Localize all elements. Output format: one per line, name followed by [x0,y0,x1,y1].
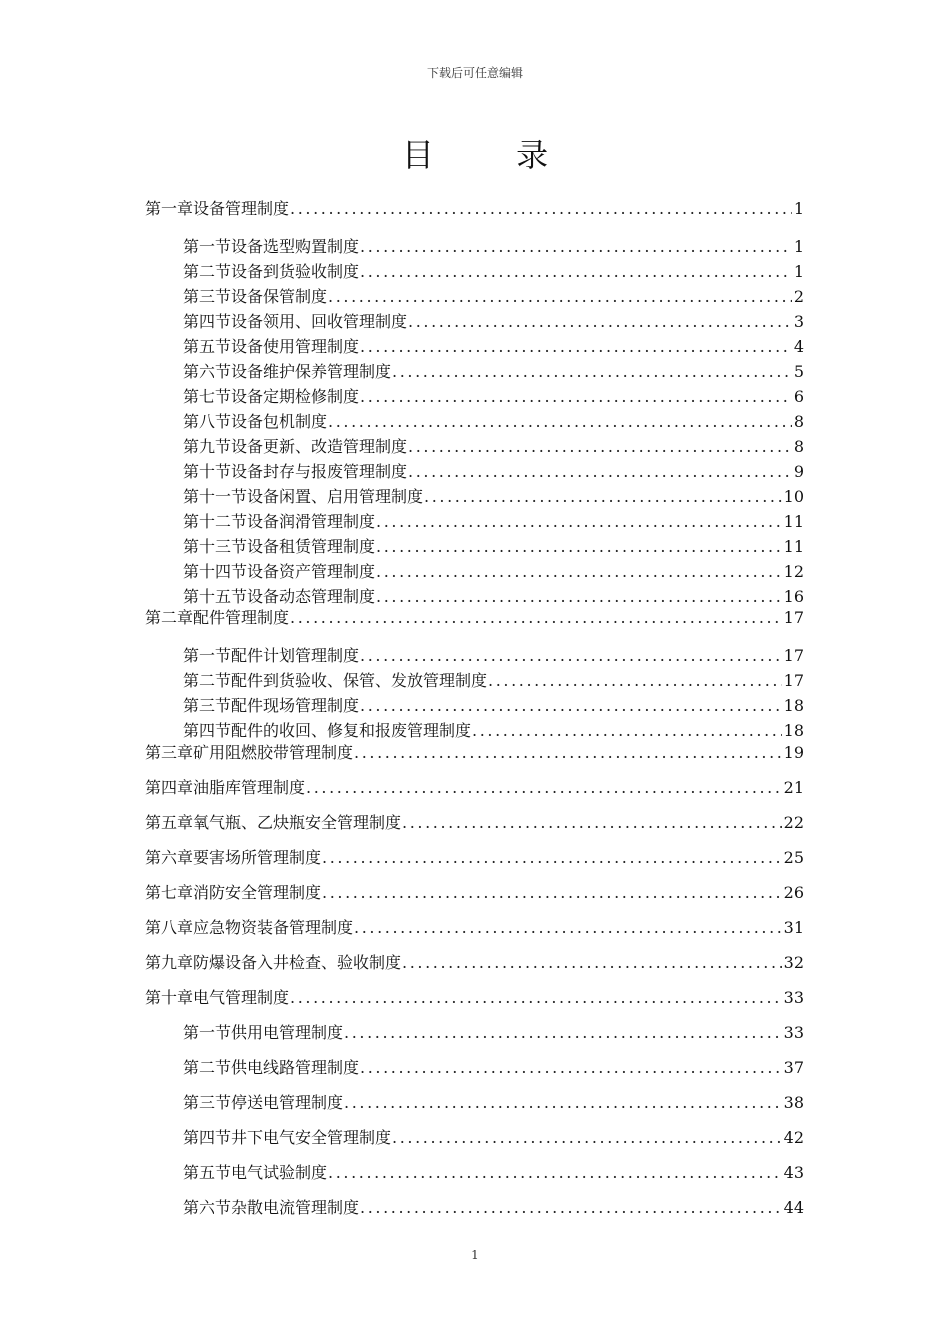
toc-entry-title: 设备保管制度 [231,287,328,306]
toc-section-entry[interactable] [183,361,804,383]
toc-chapter-entry[interactable] [145,917,804,939]
toc-entry-title: 配件管理制度 [193,608,290,627]
toc-dot-leader [354,742,782,764]
toc-section-entry[interactable] [183,1092,804,1114]
toc-dot-leader [392,361,792,383]
toc-dot-leader [360,1057,782,1079]
toc-dot-leader [322,882,782,904]
toc-dot-leader [376,561,782,583]
toc-entry-page: 3 [793,312,804,331]
toc-section-entry[interactable] [183,720,804,742]
toc-chapter-entry[interactable] [145,198,804,220]
toc-entry-number: 第三章 [145,743,194,762]
toc-entry-number: 第十五节 [183,587,248,606]
toc-entry-page: 1 [793,237,804,256]
toc-entry-title: 杂散电流管理制度 [231,1198,360,1217]
toc-entry-number: 第五章 [145,813,194,832]
toc-entry-number: 第七节 [183,387,232,406]
toc-dot-leader [290,987,782,1009]
toc-entry-number: 第七章 [145,883,194,902]
toc-entry-page: 44 [783,1198,804,1217]
toc-entry-number: 第五节 [183,1163,232,1182]
toc-entry-page: 4 [793,337,804,356]
toc-entry-number: 第四节 [183,721,232,740]
toc-dot-leader [376,586,782,608]
toc-dot-leader [472,720,782,742]
toc-entry-page: 37 [783,1058,804,1077]
toc-entry-number: 第八节 [183,412,232,431]
toc-section-entry[interactable] [183,236,804,258]
toc-entry-number: 第一章 [145,199,194,218]
toc-entry-title: 设备润滑管理制度 [247,512,376,531]
toc-entry-title: 设备使用管理制度 [231,337,360,356]
toc-dot-leader [408,461,792,483]
toc-entry-page: 11 [783,512,804,531]
toc-chapter-entry[interactable] [145,987,804,1009]
toc-section-entry[interactable] [183,695,804,717]
toc-entry-page: 8 [793,437,804,456]
toc-section-entry[interactable] [183,1057,804,1079]
toc-entry-page: 17 [783,646,804,665]
toc-dot-leader [360,1197,782,1219]
toc-dot-leader [424,486,782,508]
toc-entry-number: 第一节 [183,646,232,665]
toc-dot-leader [402,952,782,974]
toc-section-entry[interactable] [183,670,804,692]
toc-entry-title: 配件到货验收、保管、发放管理制度 [231,671,488,690]
toc-entry-title: 设备定期检修制度 [231,387,360,406]
toc-chapter-entry[interactable] [145,882,804,904]
toc-entry-title: 氧气瓶、乙炔瓶安全管理制度 [193,813,402,832]
toc-dot-leader [360,236,792,258]
toc-entry-title: 设备包机制度 [231,412,328,431]
toc-entry-number: 第二节 [183,671,232,690]
page-header: 下载后可任意编辑 [426,66,523,80]
toc-section-entry[interactable] [183,536,804,558]
toc-entry-number: 第八章 [145,918,194,937]
toc-entry-page: 43 [783,1163,804,1182]
toc-dot-leader [328,286,792,308]
toc-entry-number: 第三节 [183,1093,232,1112]
toc-entry-page: 33 [783,1023,804,1042]
toc-section-entry[interactable] [183,645,804,667]
toc-entry-number: 第六节 [183,362,232,381]
toc-dot-leader [306,777,782,799]
toc-entry-number: 第二章 [145,608,194,627]
toc-entry-number: 第六节 [183,1198,232,1217]
toc-entry-number: 第四节 [183,1128,232,1147]
toc-entry-page: 10 [783,487,804,506]
toc-entry-page: 32 [783,953,804,972]
toc-dot-leader [344,1092,782,1114]
toc-entry-number: 第十一节 [183,487,248,506]
toc-dot-leader [360,336,792,358]
toc-entry-number: 第十节 [183,462,232,481]
toc-section-entry[interactable] [183,311,804,333]
toc-entry-title: 停送电管理制度 [231,1093,344,1112]
toc-entry-number: 第十三节 [183,537,248,556]
toc-section-entry[interactable] [183,1127,804,1149]
toc-entry-page: 17 [783,608,804,627]
toc-entry-page: 18 [783,721,804,740]
toc-entry-title: 油脂库管理制度 [193,778,306,797]
toc-entry-number: 第二节 [183,1058,232,1077]
toc-entry-number: 第九节 [183,437,232,456]
toc-dot-leader [360,645,782,667]
page-number: 1 [471,1248,479,1262]
toc-entry-page: 26 [783,883,804,902]
toc-entry-title: 井下电气安全管理制度 [231,1128,392,1147]
toc-dot-leader [376,511,782,533]
toc-dot-leader [402,812,782,834]
toc-entry-title: 设备租赁管理制度 [247,537,376,556]
toc-section-entry[interactable] [183,586,804,608]
toc-entry-page: 1 [793,199,804,218]
toc-entry-number: 第一节 [183,1023,232,1042]
toc-entry-title: 配件计划管理制度 [231,646,360,665]
toc-section-entry[interactable] [183,1197,804,1219]
toc-entry-page: 17 [783,671,804,690]
toc-entry-number: 第二节 [183,262,232,281]
toc-entry-page: 19 [783,743,804,762]
toc-chapter-entry[interactable] [145,777,804,799]
toc-chapter-entry[interactable] [145,742,804,764]
toc-entry-title: 设备动态管理制度 [247,587,376,606]
toc-entry-title: 设备闲置、启用管理制度 [247,487,424,506]
toc-entry-title: 配件现场管理制度 [231,696,360,715]
toc-entry-title: 要害场所管理制度 [193,848,322,867]
toc-dot-leader [354,917,782,939]
toc-section-entry[interactable] [183,1022,804,1044]
toc-entry-number: 第一节 [183,237,232,256]
toc-entry-number: 第十四节 [183,562,248,581]
toc-entry-page: 8 [793,412,804,431]
toc-entry-title: 供电线路管理制度 [231,1058,360,1077]
toc-entry-page: 25 [783,848,804,867]
toc-entry-number: 第十章 [145,988,194,1007]
toc-entry-page: 12 [783,562,804,581]
toc-section-entry[interactable] [183,286,804,308]
toc-entry-page: 6 [793,387,804,406]
toc-dot-leader [376,536,782,558]
toc-section-entry[interactable] [183,411,804,433]
toc-dot-leader [322,847,782,869]
toc-chapter-entry[interactable] [145,847,804,869]
toc-chapter-entry[interactable] [145,607,804,629]
toc-entry-title: 设备选型购置制度 [231,237,360,256]
toc-entry-title: 防爆设备入井检查、验收制度 [193,953,402,972]
toc-entry-page: 22 [783,813,804,832]
toc-dot-leader [328,411,792,433]
toc-chapter-entry[interactable] [145,812,804,834]
toc-entry-number: 第四章 [145,778,194,797]
toc-entry-title: 电气试验制度 [231,1163,328,1182]
toc-section-entry[interactable] [183,336,804,358]
toc-dot-leader [408,311,792,333]
toc-entry-page: 38 [783,1093,804,1112]
toc-chapter-entry[interactable] [145,952,804,974]
toc-entry-title: 设备领用、回收管理制度 [231,312,408,331]
toc-entry-page: 9 [793,462,804,481]
toc-section-entry[interactable] [183,511,804,533]
toc-entry-page: 42 [783,1128,804,1147]
toc-section-entry[interactable] [183,436,804,458]
toc-dot-leader [360,695,782,717]
toc-entry-title: 设备资产管理制度 [247,562,376,581]
toc-section-entry[interactable] [183,1162,804,1184]
toc-entry-number: 第四节 [183,312,232,331]
toc-section-entry[interactable] [183,486,804,508]
toc-entry-title: 配件的收回、修复和报废管理制度 [231,721,472,740]
toc-entry-number: 第三节 [183,696,232,715]
toc-dot-leader [360,261,792,283]
toc-entry-page: 33 [783,988,804,1007]
toc-dot-leader [360,386,792,408]
toc-entry-title: 矿用阻燃胶带管理制度 [193,743,354,762]
toc-section-entry[interactable] [183,461,804,483]
toc-entry-number: 第三节 [183,287,232,306]
toc-section-entry[interactable] [183,261,804,283]
toc-dot-leader [290,198,792,220]
toc-dot-leader [408,436,792,458]
toc-entry-number: 第六章 [145,848,194,867]
toc-section-entry[interactable] [183,561,804,583]
toc-entry-page: 31 [783,918,804,937]
toc-title: 目 录 [401,136,585,174]
toc-entry-title: 设备维护保养管理制度 [231,362,392,381]
toc-entry-page: 11 [783,537,804,556]
toc-entry-page: 16 [783,587,804,606]
toc-entry-title: 设备到货验收制度 [231,262,360,281]
toc-dot-leader [328,1162,782,1184]
toc-entry-page: 5 [793,362,804,381]
toc-entry-title: 消防安全管理制度 [193,883,322,902]
toc-entry-page: 18 [783,696,804,715]
toc-entry-number: 第九章 [145,953,194,972]
toc-entry-number: 第五节 [183,337,232,356]
toc-entry-title: 设备更新、改造管理制度 [231,437,408,456]
toc-entry-number: 第十二节 [183,512,248,531]
toc-dot-leader [290,607,782,629]
toc-entry-page: 21 [783,778,804,797]
toc-entry-page: 2 [793,287,804,306]
toc-section-entry[interactable] [183,386,804,408]
toc-entry-title: 供用电管理制度 [231,1023,344,1042]
toc-dot-leader [392,1127,782,1149]
toc-entry-title: 应急物资装备管理制度 [193,918,354,937]
toc-entry-title: 设备封存与报废管理制度 [231,462,408,481]
toc-dot-leader [488,670,782,692]
toc-entry-title: 设备管理制度 [193,199,290,218]
toc-entry-page: 1 [793,262,804,281]
toc-dot-leader [344,1022,782,1044]
toc-entry-title: 电气管理制度 [193,988,290,1007]
